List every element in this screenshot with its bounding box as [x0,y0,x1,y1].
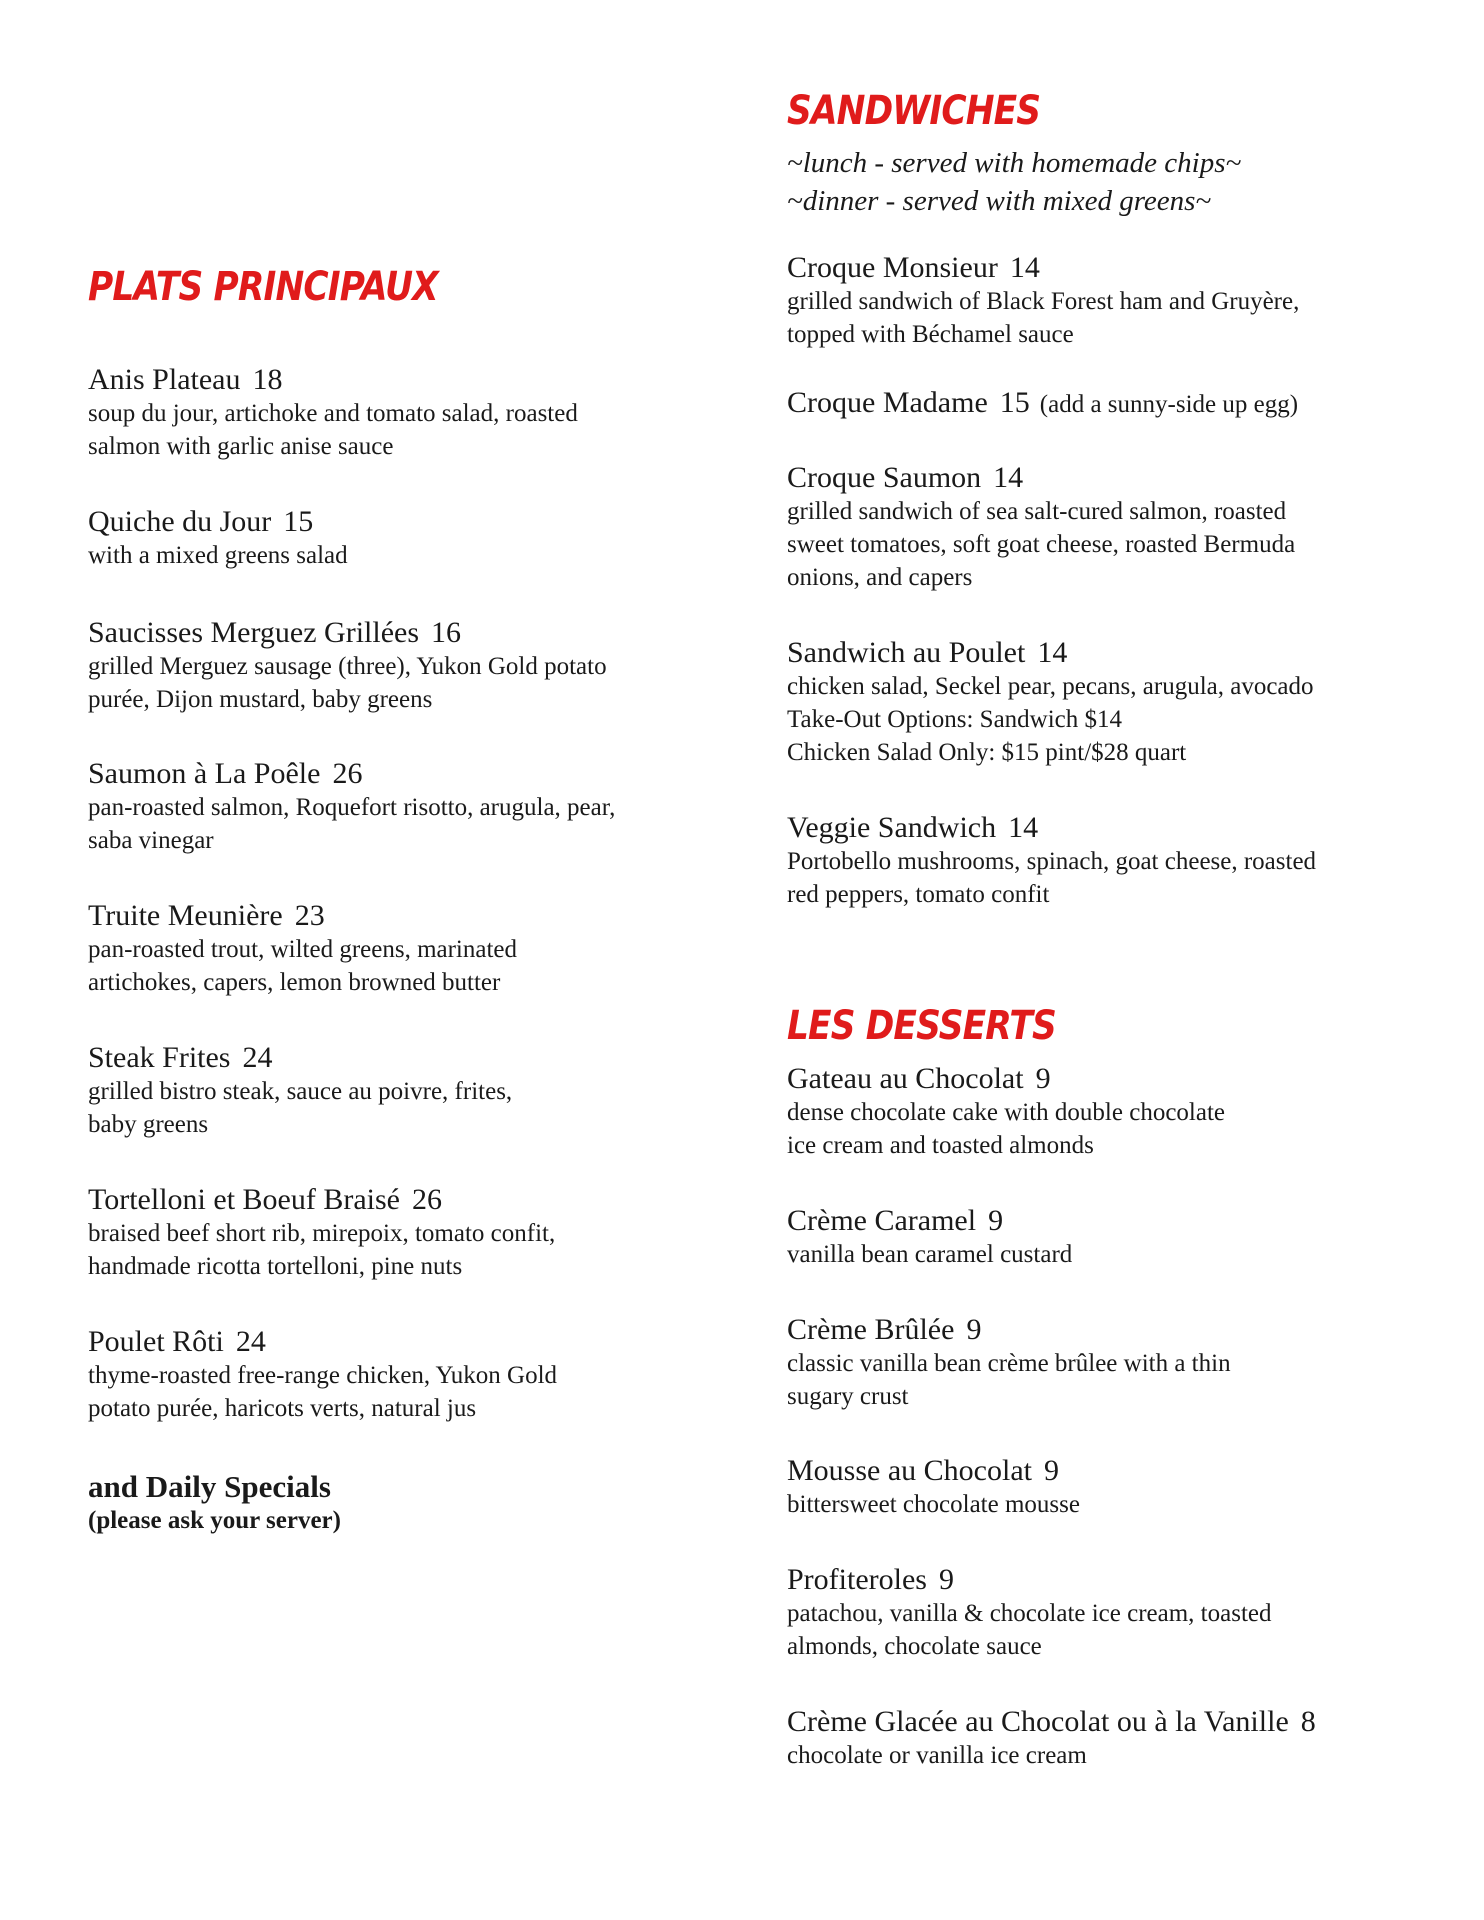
item-desc: pan-roasted salmon, Roquefort risotto, arugula, pear, [88,794,616,821]
item-title [88,1325,708,1359]
item-title [787,461,1427,495]
item-desc: grilled bistro steak, sauce au poivre, frites, [88,1078,513,1105]
item-price: 14 [1009,251,1040,284]
item-name: Crème Glacée au Chocolat ou à la Vanille [787,1705,1289,1738]
item-price: 16 [431,616,462,649]
menu-item [88,1183,708,1283]
item-price: 8 [1300,1705,1316,1738]
item-title [787,636,1427,670]
menu-item [88,1041,708,1141]
daily-specials-note: (please ask your server) [88,1507,341,1534]
item-desc: braised beef short rib, mirepoix, tomato confit, [88,1220,556,1247]
item-desc: Portobello mushrooms, spinach, goat cheese, roasted [787,848,1317,875]
item-name: Crème Brûlée [787,1313,955,1346]
item-price: 14 [1008,811,1039,844]
item-title [787,1062,1427,1096]
item-name: Truite Meunière [88,899,283,932]
item-name: Poulet Rôti [88,1325,224,1358]
desserts-title: LES DESSERTS [787,1003,1056,1049]
item-desc: grilled sandwich of sea salt-cured salmon, roasted [787,498,1287,525]
item-price: 9 [1035,1062,1051,1095]
menu-item [787,1062,1427,1162]
item-title [88,363,708,397]
item-title [787,1705,1427,1739]
sandwiches-subtitle-dinner: ~dinner - served with mixed greens~ [787,185,1212,217]
item-name: Gateau au Chocolat [787,1062,1024,1095]
item-title [88,616,708,650]
item-desc: purée, Dijon mustard, baby greens [88,686,433,713]
menu-item [88,1325,708,1425]
menu-item [787,1563,1427,1663]
item-name: Croque Monsieur [787,251,998,284]
daily-specials-heading: and Daily Specials [88,1469,331,1504]
item-title [88,505,708,539]
item-name: Sandwich au Poulet [787,636,1026,669]
item-title [787,1313,1427,1347]
item-title [88,1183,708,1217]
item-price: 26 [411,1183,442,1216]
item-price: 24 [235,1325,266,1358]
item-name: Croque Saumon [787,461,982,494]
item-title [787,251,1427,285]
daily-specials [88,1469,341,1537]
item-price: 15 [999,386,1030,419]
item-desc: salmon with garlic anise sauce [88,433,394,460]
item-desc: grilled sandwich of Black Forest ham and Gruyère, [787,288,1300,315]
sandwiches-subtitle-lunch: ~lunch - served with homemade chips~ [787,147,1242,179]
item-desc: dense chocolate cake with double chocolate [787,1099,1226,1126]
menu-item [787,811,1427,911]
item-title [787,1454,1427,1488]
item-desc: saba vinegar [88,827,214,854]
item-desc: with a mixed greens salad [88,542,348,569]
item-desc: potato purée, haricots verts, natural jus [88,1395,477,1422]
item-name: Crème Caramel [787,1204,977,1237]
item-price: 18 [252,363,283,396]
item-desc: classic vanilla bean crème brûlee with a thin [787,1350,1231,1377]
item-title [787,1204,1427,1238]
item-name: Quiche du Jour [88,505,272,538]
item-price: 9 [938,1563,954,1596]
item-desc: handmade ricotta tortelloni, pine nuts [88,1253,463,1280]
item-price: 9 [966,1313,982,1346]
item-price: 9 [988,1204,1004,1237]
item-desc: chicken salad, Seckel pear, pecans, arugula, avocado [787,673,1314,700]
item-price: 9 [1043,1454,1059,1487]
item-name: Saumon à La Poêle [88,757,321,790]
item-title [88,899,708,933]
menu-item [787,1313,1427,1413]
item-price: 15 [283,505,314,538]
menu-item [787,1705,1427,1772]
item-desc: topped with Béchamel sauce [787,321,1074,348]
item-desc: chocolate or vanilla ice cream [787,1742,1087,1769]
menu-item [787,251,1427,351]
item-title [787,811,1427,845]
item-title [787,1563,1427,1597]
menu-item [787,461,1427,594]
item-desc: soup du jour, artichoke and tomato salad, roasted [88,400,578,427]
menu-item [88,899,708,999]
menu-item [787,1454,1427,1521]
item-name: Profiteroles [787,1563,927,1596]
item-desc: Take-Out Options: Sandwich $14 [787,706,1123,733]
item-desc: thyme-roasted free-range chicken, Yukon Gold [88,1362,558,1389]
item-desc: artichokes, capers, lemon browned butter [88,969,501,996]
plats-principaux-title: PLATS PRINCIPAUX [88,264,438,310]
item-desc: sweet tomatoes, soft goat cheese, roasted Bermuda [787,531,1296,558]
item-name: Mousse au Chocolat [787,1454,1032,1487]
item-desc: patachou, vanilla & chocolate ice cream, toasted [787,1600,1272,1627]
item-name: Anis Plateau [88,363,241,396]
item-desc: Chicken Salad Only: $15 pint/$28 quart [787,739,1187,766]
item-desc: red peppers, tomato confit [787,881,1050,908]
menu-item [88,616,708,716]
item-title [88,757,708,791]
item-desc: onions, and capers [787,564,973,591]
item-price: 24 [242,1041,273,1074]
item-note: (add a sunny-side up egg) [1039,391,1299,418]
item-name: Saucisses Merguez Grillées [88,616,420,649]
item-price: 14 [1037,636,1068,669]
item-desc: pan-roasted trout, wilted greens, marinated [88,936,518,963]
item-desc: sugary crust [787,1383,909,1410]
menu-item [787,386,1427,422]
menu-item [88,757,708,857]
menu-item [88,505,708,572]
item-title [88,1041,708,1075]
item-price: 23 [294,899,325,932]
menu-item [787,1204,1427,1271]
item-desc: ice cream and toasted almonds [787,1132,1094,1159]
menu-item [787,636,1427,769]
item-desc: almonds, chocolate sauce [787,1633,1042,1660]
item-desc: vanilla bean caramel custard [787,1241,1073,1268]
item-price: 26 [332,757,363,790]
item-name: Veggie Sandwich [787,811,997,844]
item-name: Tortelloni et Boeuf Braisé [88,1183,400,1216]
menu-item [88,363,708,463]
item-name: Steak Frites [88,1041,231,1074]
item-title [787,386,1427,422]
item-price: 14 [993,461,1024,494]
item-desc: bittersweet chocolate mousse [787,1491,1080,1518]
item-name: Croque Madame [787,386,988,419]
item-desc: grilled Merguez sausage (three), Yukon Gold potato [88,653,607,680]
sandwiches-title: SANDWICHES [787,88,1041,134]
item-desc: baby greens [88,1111,209,1138]
